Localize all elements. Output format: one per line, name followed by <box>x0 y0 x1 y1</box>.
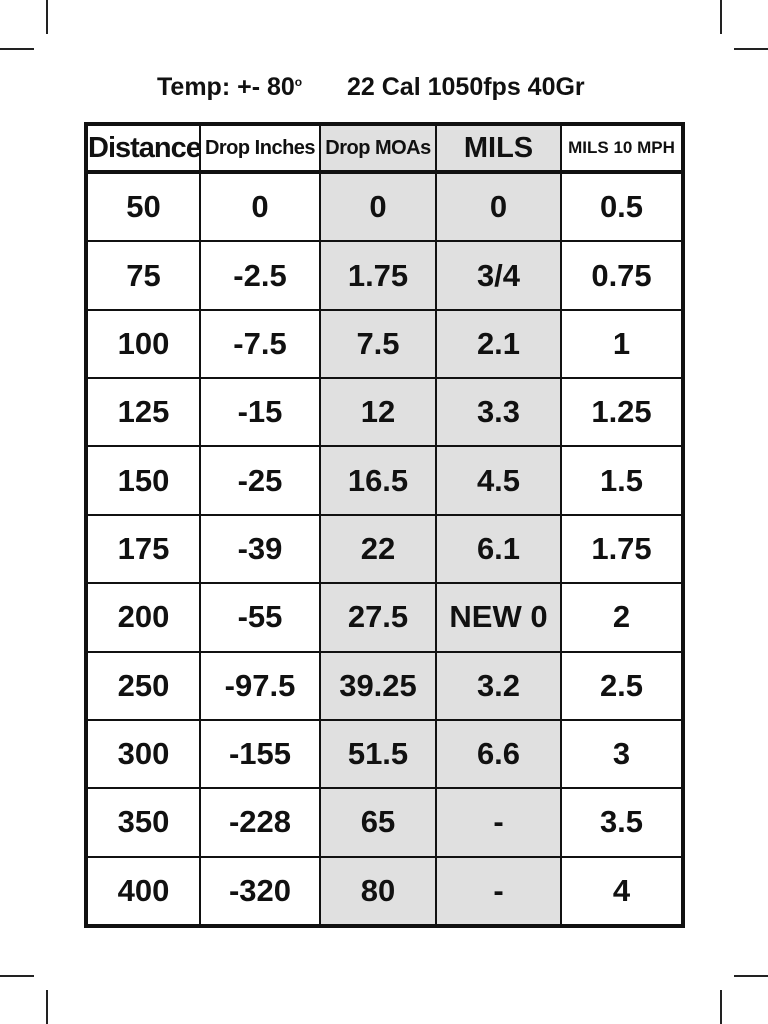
cell-drop-moas: 1.75 <box>320 241 436 309</box>
cell-mils-10-mph: 1.25 <box>561 378 683 446</box>
table-body <box>86 172 683 926</box>
cell-drop-inches: -7.5 <box>200 310 320 378</box>
cell-drop-moas: 39.25 <box>320 652 436 720</box>
table-row <box>86 378 683 446</box>
table-header-row <box>86 124 683 172</box>
column-header-drop-inches: Drop Inches <box>200 124 320 172</box>
cell-mils: 2.1 <box>436 310 561 378</box>
load-label: 22 Cal 1050fps 40Gr <box>347 73 585 101</box>
cell-drop-inches: -2.5 <box>200 241 320 309</box>
column-header-mils: MILS <box>436 124 561 172</box>
cell-mils: - <box>436 857 561 926</box>
temperature-text: Temp: +- 80 <box>157 73 295 101</box>
crop-mark-bottom-left-vertical <box>46 990 48 1024</box>
crop-mark-top-right-vertical <box>720 0 722 34</box>
cell-distance: 150 <box>86 446 200 514</box>
cell-distance: 200 <box>86 583 200 651</box>
cell-drop-inches: 0 <box>200 172 320 241</box>
cell-mils-10-mph: 2 <box>561 583 683 651</box>
cell-mils-10-mph: 1.75 <box>561 515 683 583</box>
crop-mark-top-left-vertical <box>46 0 48 34</box>
cell-mils: 6.1 <box>436 515 561 583</box>
cell-distance: 175 <box>86 515 200 583</box>
column-header-mils-10-mph: MILS 10 MPH <box>561 124 683 172</box>
crop-mark-bottom-left-horizontal <box>0 975 34 977</box>
cell-mils-10-mph: 1.5 <box>561 446 683 514</box>
crop-mark-top-right-horizontal <box>734 48 768 50</box>
cell-drop-inches: -55 <box>200 583 320 651</box>
cell-mils: NEW 0 <box>436 583 561 651</box>
cell-mils-10-mph: 4 <box>561 857 683 926</box>
cell-drop-inches: -25 <box>200 446 320 514</box>
column-header-drop-moas: Drop MOAs <box>320 124 436 172</box>
cell-distance: 300 <box>86 720 200 788</box>
cell-drop-moas: 22 <box>320 515 436 583</box>
cell-mils-10-mph: 0.75 <box>561 241 683 309</box>
table-row <box>86 652 683 720</box>
cell-mils-10-mph: 2.5 <box>561 652 683 720</box>
cell-drop-moas: 65 <box>320 788 436 856</box>
cell-drop-moas: 16.5 <box>320 446 436 514</box>
cell-drop-inches: -228 <box>200 788 320 856</box>
cell-mils: 4.5 <box>436 446 561 514</box>
cell-drop-moas: 0 <box>320 172 436 241</box>
cell-drop-inches: -97.5 <box>200 652 320 720</box>
cell-distance: 50 <box>86 172 200 241</box>
cell-mils: 3.2 <box>436 652 561 720</box>
table-row <box>86 172 683 241</box>
cell-drop-inches: -39 <box>200 515 320 583</box>
table-row <box>86 788 683 856</box>
cell-drop-moas: 7.5 <box>320 310 436 378</box>
table-row <box>86 241 683 309</box>
cell-mils-10-mph: 3.5 <box>561 788 683 856</box>
cell-drop-moas: 27.5 <box>320 583 436 651</box>
column-header-distance: Distance <box>86 124 200 172</box>
cell-distance: 100 <box>86 310 200 378</box>
cell-drop-inches: -155 <box>200 720 320 788</box>
crop-mark-bottom-right-horizontal <box>734 975 768 977</box>
cell-drop-moas: 51.5 <box>320 720 436 788</box>
cell-mils-10-mph: 3 <box>561 720 683 788</box>
cell-mils: - <box>436 788 561 856</box>
degree-symbol: o <box>294 75 303 89</box>
table-row <box>86 515 683 583</box>
table-row <box>86 857 683 926</box>
ballistic-drop-table <box>84 122 685 928</box>
cell-distance: 400 <box>86 857 200 926</box>
cell-distance: 75 <box>86 241 200 309</box>
cell-distance: 250 <box>86 652 200 720</box>
crop-mark-bottom-right-vertical <box>720 990 722 1024</box>
table-row <box>86 720 683 788</box>
cell-drop-moas: 80 <box>320 857 436 926</box>
cell-mils-10-mph: 0.5 <box>561 172 683 241</box>
cell-drop-inches: -15 <box>200 378 320 446</box>
cell-mils: 0 <box>436 172 561 241</box>
table-row <box>86 310 683 378</box>
cell-drop-moas: 12 <box>320 378 436 446</box>
cell-mils-10-mph: 1 <box>561 310 683 378</box>
cell-mils: 3/4 <box>436 241 561 309</box>
table-row <box>86 583 683 651</box>
cell-mils: 3.3 <box>436 378 561 446</box>
temperature-label <box>157 73 302 102</box>
cell-mils: 6.6 <box>436 720 561 788</box>
cell-drop-inches: -320 <box>200 857 320 926</box>
crop-mark-top-left-horizontal <box>0 48 34 50</box>
cell-distance: 125 <box>86 378 200 446</box>
cell-distance: 350 <box>86 788 200 856</box>
table-row <box>86 446 683 514</box>
